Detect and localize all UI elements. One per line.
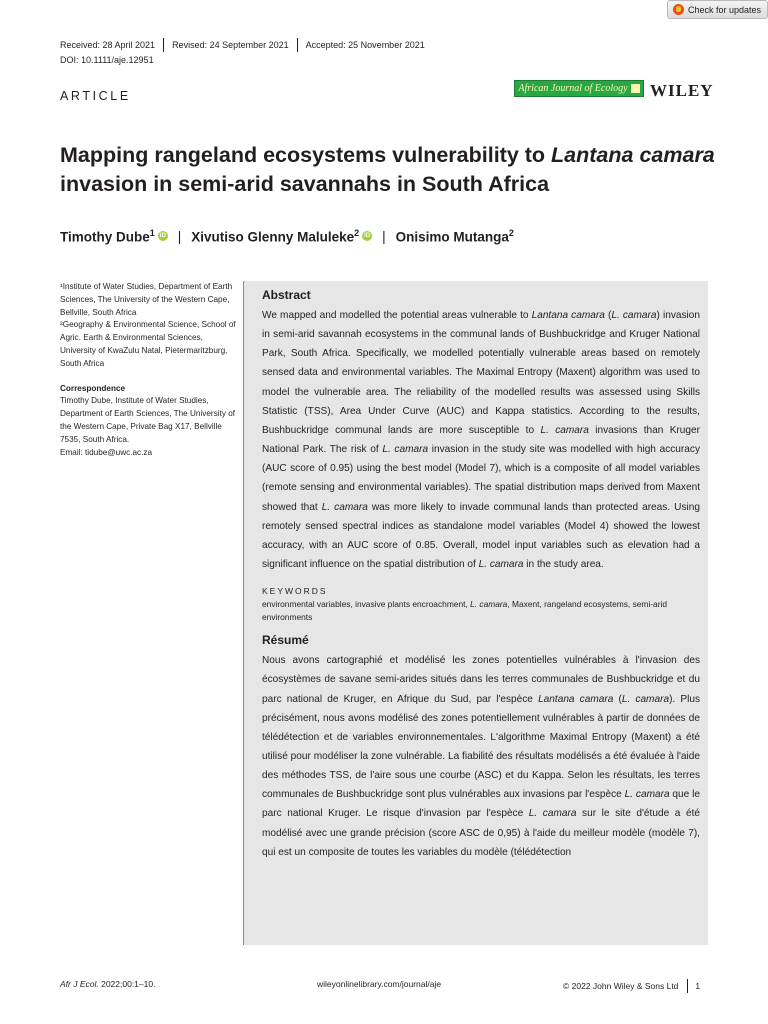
abstract-heading: Abstract xyxy=(262,288,311,302)
species-name: L. camara xyxy=(382,444,429,456)
author-name: Timothy Dube xyxy=(60,229,150,245)
footer-citation xyxy=(60,979,155,989)
text-run: invasions than Kruger National Park. The risk of xyxy=(262,424,700,456)
resume-heading: Résumé xyxy=(262,633,309,648)
footer-copyright-block xyxy=(563,979,700,993)
author[interactable] xyxy=(396,228,514,245)
correspondence-email[interactable]: Email: tidube@uwc.ac.za xyxy=(60,447,153,457)
publisher-logo[interactable]: WILEY xyxy=(650,81,714,100)
footer-journal-abbrev: Afr J Ecol. xyxy=(60,979,99,989)
revised-date: Revised: 24 September 2021 xyxy=(172,40,289,50)
abstract-panel xyxy=(243,281,708,945)
keywords-text xyxy=(262,598,700,623)
species-name: L. camara xyxy=(540,424,589,436)
author-name: Xivutiso Glenny Maluleke xyxy=(191,229,355,245)
text-run: environmental variables, invasive plants encroachment, xyxy=(262,599,471,610)
text-run: sur le site d'étude a été modélisé avec une grande précision (score ASC de 0,95) à l'aide du meilleur modèle (modèle 7), qui est un composite de toutes les variables du modèle (télédétection xyxy=(262,808,700,858)
correspondence-address: Timothy Dube, Institute of Water Studies, Department of Earth Sciences, The University of the Western Cape, Private Bag X17, Bellville 7535, South Africa. xyxy=(60,396,236,444)
author-name: Onisimo Mutanga xyxy=(395,229,509,245)
title-text: invasion in semi-arid savannahs in South Africa xyxy=(60,172,550,196)
article-type-label: ARTICLE xyxy=(60,89,131,103)
author-affil-sup: 1 xyxy=(149,228,155,238)
text-run: in the study area. xyxy=(523,559,604,571)
orcid-icon[interactable]: iD xyxy=(364,233,371,240)
author[interactable] xyxy=(191,228,359,245)
divider xyxy=(163,38,164,52)
text-run: We mapped and modelled the potential areas vulnerable to xyxy=(262,310,532,321)
orcid-icon[interactable]: iD xyxy=(159,233,166,240)
text-run: was more likely to invade communal lands than protected areas. Using remotely sensed spectral indices as standalone model variables (Model 4) showed the lowest accuracy, with an AUC score of 0.85. Overall, model input variables such as elevation had a significant influence on the spatial distribution of xyxy=(262,501,700,571)
text-run: invasion in the study site was modelled with high accuracy (AUC score of 0.95) using the best model (Model 7), which is a composite of all model variables (remote sensing and environmental variables). The spatial distribution maps derived from Maxent showed that xyxy=(262,444,700,513)
title-species: Lantana camara xyxy=(551,143,715,167)
species-name: L. camara xyxy=(624,789,670,801)
footer-volume: 2022;00:1–10. xyxy=(98,979,156,989)
correspondence-heading: Correspondence xyxy=(60,383,126,393)
author-separator: | xyxy=(177,228,182,244)
species-name: Lantana camara xyxy=(531,310,605,321)
author-separator: | xyxy=(382,228,386,244)
species-name: L. camara xyxy=(478,559,524,571)
affiliation-2: ²Geography & Environmental Science, School of Agric. Earth & Environmental Sciences, University of KwaZulu Natal, Pietermaritzburg, South Africa xyxy=(60,320,236,368)
divider xyxy=(687,979,688,993)
journal-logo-text: African Journal of Ecology xyxy=(518,83,628,94)
text-run: que le parc national Kruger. Le risque d'invasion par l'espèce xyxy=(262,789,700,820)
title-text: Mapping rangeland ecosystems vulnerability to xyxy=(60,143,552,167)
divider xyxy=(297,38,298,52)
footer-url[interactable]: wileyonlinelibrary.com/journal/aje xyxy=(317,979,442,989)
text-run: , Maxent, rangeland ecosystems, semi-arid environments xyxy=(262,599,668,622)
article-title xyxy=(60,141,720,199)
crossmark-icon xyxy=(673,4,684,15)
text-run: ( xyxy=(604,310,612,321)
text-run: ( xyxy=(613,693,622,705)
affiliations xyxy=(60,281,236,459)
footer-copyright: © 2022 John Wiley & Sons Ltd xyxy=(563,981,679,991)
check-for-updates-button[interactable] xyxy=(667,0,768,19)
affiliation-1: ¹Institute of Water Studies, Department of Earth Sciences, The University of the Western Cape, Bellville, South Africa xyxy=(60,282,233,317)
species-name: L. camara xyxy=(321,501,368,513)
species-name: L. camara xyxy=(470,599,508,610)
check-for-updates-label: Check for updates xyxy=(688,4,762,15)
accepted-date: Accepted: 25 November 2021 xyxy=(305,40,425,50)
species-name: L. camara xyxy=(611,310,657,321)
resume-text xyxy=(262,651,700,862)
species-name: L. camara xyxy=(528,808,577,820)
article-dates xyxy=(60,38,425,52)
text-run: ) invasion in semi-arid savannah ecosystems in the communal lands of Bushbuckridge and Kruger National Park, South Africa. Specifically, we modelled potentially vulnerable areas based on remotely sensed data and environmental variables. The Maximal Entropy (Maxent) algorithm was used to model the vulnerable area. The reliability of the modelled results was assessed using Skills Statistic (TSS), Area Under Curve (AUC) and Kappa statistics. According to the results, Bushbuckridge communal lands are more susceptible to xyxy=(262,310,700,436)
abstract-text xyxy=(262,306,700,574)
author-affil-sup: 2 xyxy=(508,228,514,238)
journal-logo-mark-icon xyxy=(631,84,640,93)
author[interactable] xyxy=(60,228,155,245)
author-affil-sup: 2 xyxy=(354,228,360,238)
author-list xyxy=(60,228,514,245)
journal-logo[interactable] xyxy=(514,80,644,97)
text-run: Nous avons cartographié et modélisé les zones potentielles vulnérables à l'invasion des écosystèmes de savane semi-arides situés dans les terres communales de Bushbuckridge et du parc national de Kruger, en Afrique du Sud, par l'espèce xyxy=(262,655,700,705)
text-run: ). Plus précisément, nous avons modélisé des zones potentiellement vulnérables à partir de données de télédétection et de variables environnementales. L'algorithme Maximal Entropy (Maxent) a été utilisé pour modéliser la zone vulnérable. La fiabilité des résultats modélisés a été évaluée à l'aide des méthodes TSS, de l'aire sous une courbe (ASC) et du Kappa. Selon les résultats, les terres communales de Bushbuckridge sont plus vulnérables aux invasions par l'espèce xyxy=(262,693,700,801)
keywords-heading: KEYWORDS xyxy=(262,586,328,597)
doi[interactable]: DOI: 10.1111/aje.12951 xyxy=(60,55,154,65)
species-name: Lantana camara xyxy=(538,693,614,705)
received-date: Received: 28 April 2021 xyxy=(60,40,156,50)
page-number: 1 xyxy=(695,981,701,991)
species-name: L. camara xyxy=(621,693,670,705)
